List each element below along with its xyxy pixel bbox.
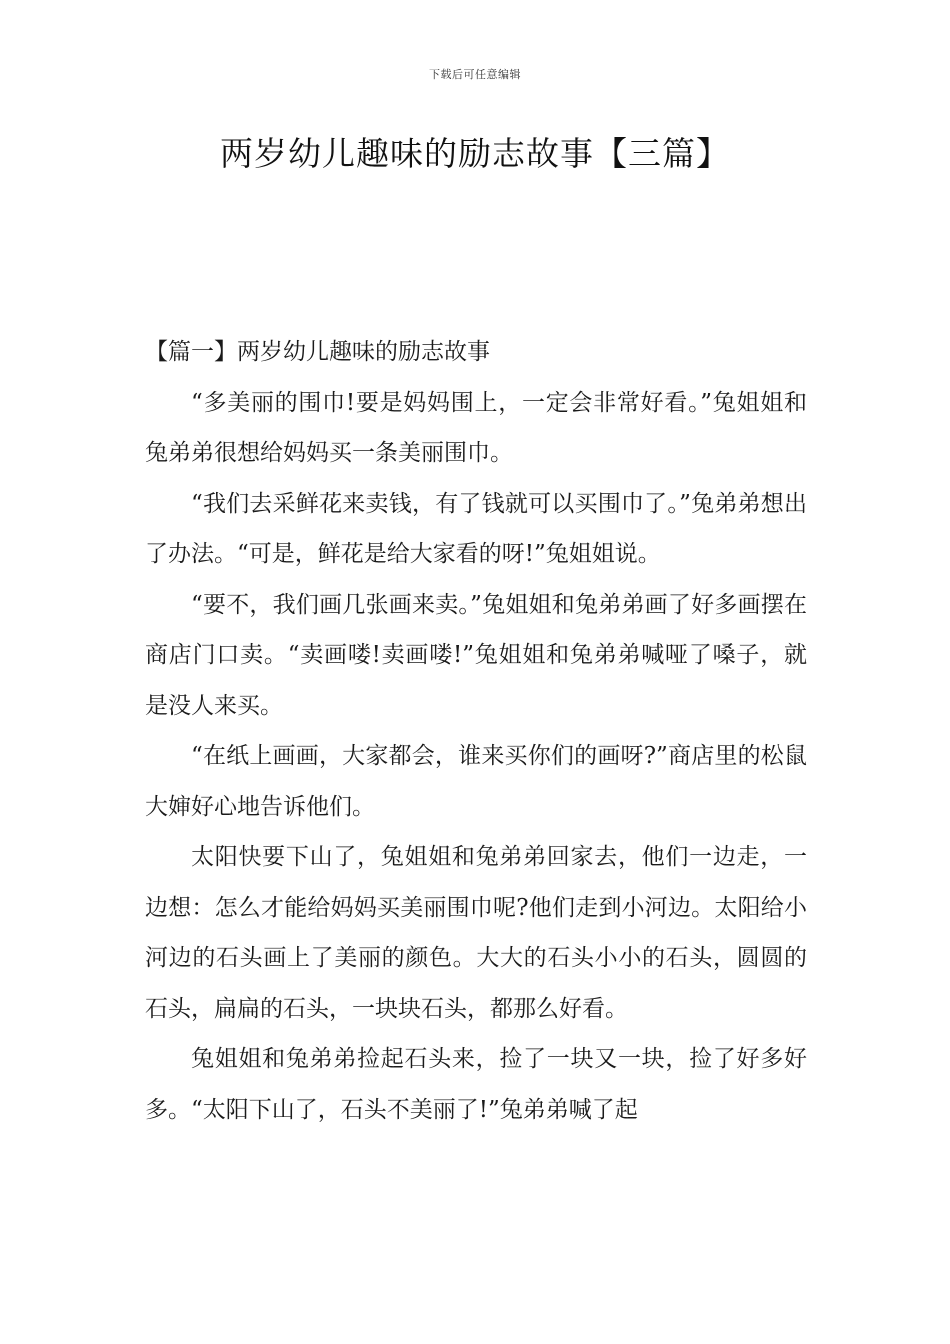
paragraph-5: 太阳快要下山了，兔姐姐和兔弟弟回家去，他们一边走，一边想：怎么才能给妈妈买美丽围巾呢?他们走到小河边。太阳给小河边的石头画上了美丽的颜色。大大的石头小小的石头，圆圆的石头，扁扁的石头，一块块石头，都那么好看。 [145, 844, 807, 1022]
paragraph-6: 兔姐姐和兔弟弟捡起石头来，捡了一块又一块，捡了好多好多。“太阳下山了，石头不美丽了!”兔弟弟喊了起 [145, 1046, 807, 1123]
section-heading: 【篇一】两岁幼儿趣味的励志故事 [145, 339, 490, 365]
paragraph-1: “多美丽的围巾!要是妈妈围上，一定会非常好看。”兔姐姐和兔弟弟很想给妈妈买一条美丽围巾。 [145, 389, 807, 466]
paragraph-2: “我们去采鲜花来卖钱，有了钱就可以买围巾了。”兔弟弟想出了办法。“可是，鲜花是给大家看的呀!”兔姐姐说。 [145, 490, 807, 567]
paragraph-3: “要不，我们画几张画来卖。”兔姐姐和兔弟弟画了好多画摆在商店门口卖。“卖画喽!卖画喽!”兔姐姐和兔弟弟喊哑了嗓子，就是没人来买。 [145, 591, 807, 719]
header-note: 下载后可任意编辑 [429, 68, 521, 81]
document-title: 两岁幼儿趣味的励志故事【三篇】 [220, 134, 730, 173]
paragraph-4: “在纸上画画，大家都会，谁来买你们的画呀?”商店里的松鼠大婶好心地告诉他们。 [145, 743, 807, 820]
document-body [145, 327, 807, 1135]
